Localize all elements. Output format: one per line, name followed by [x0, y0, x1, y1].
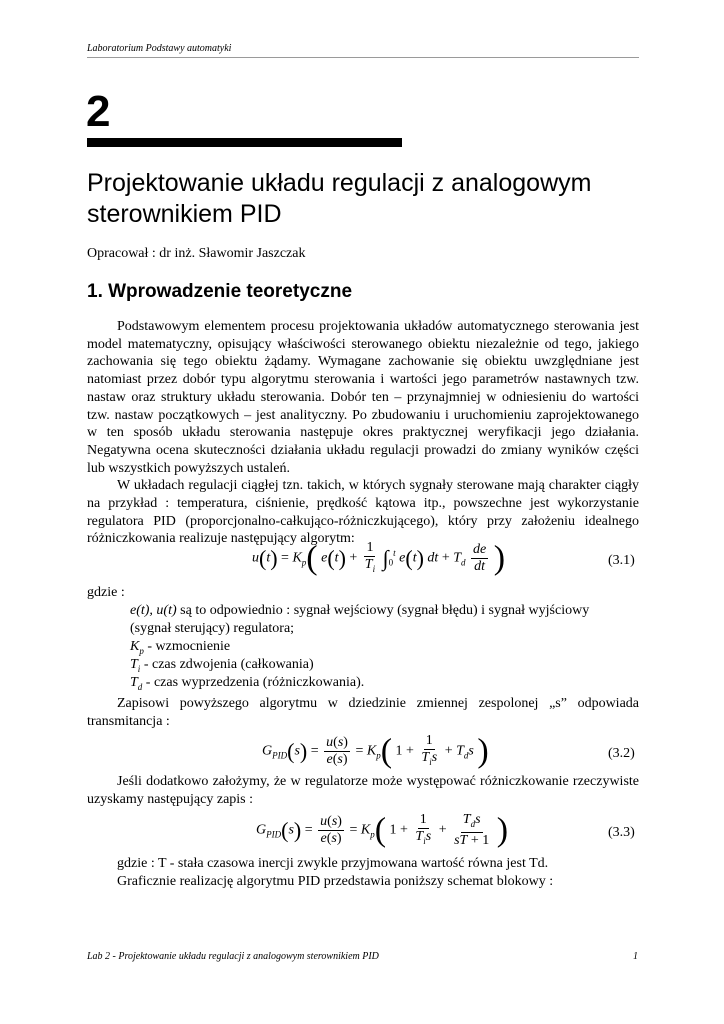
paragraph-3: Zapisowi powyższego algorytmu w dziedzinie zmiennej zespolonej „s” odpowiada transmitancja :	[87, 696, 639, 729]
block-diagram-intro: Graficznie realizację algorytmu PID przedstawia poniższy schemat blokowy :	[117, 874, 554, 889]
equation-number-3-3: (3.3)	[608, 825, 635, 840]
page-number: 1	[633, 951, 638, 962]
footer-title: Lab 2 - Projektowanie układu regulacji z analogowym sterownikiem PID	[87, 951, 379, 962]
where-label: gdzie :	[87, 585, 125, 600]
paragraph-1: Podstawowym elementem procesu projektowania układów automatycznego sterowania jest model matematyczny, opisujący właściwości sterowanego obiektu niezależnie od tego, jakiego zachowania się tego obiektu żądamy. Wymagane zachowanie się obiektu uwzględniane jest natomiast przez dobór typu algorytmu sterowania i wartości jego parametrów nastawnych tzw. nastaw oraz struktury układu sterowania. Dobór ten – przynajmniej w odniesieniu do wartości tzw. nastaw początkowych – jest analityczny. Po zbudowaniu i uruchomieniu zaprojektowanego w ten sposób układu sterowania następuje okres praktycznej weryfikacji jego działania. Negatywna ocena skuteczności działania układu regulacji prowadzi do zmiany wyników części lub wszystkich powyższych ustaleń.	[87, 319, 639, 476]
definition-ti-text: - czas zdwojenia (całkowania)	[140, 657, 314, 672]
chapter-title-line1: Projektowanie układu regulacji z analogowym	[87, 169, 592, 197]
chapter-title-line2: sterownikiem PID	[87, 200, 282, 228]
header-rule	[87, 57, 639, 58]
transmittance-intro	[87, 695, 639, 730]
chapter-bar	[87, 138, 402, 147]
equation-3-2: $G_{PID}(s)$ = $\frac{u(s)}{e(s)}$ = $K_p$( 1 + $\frac{1}{T_is}$ + $T_ds$ )	[262, 732, 489, 770]
equation-3-3: $G_{PID}(s)$ = $\frac{u(s)}{e(s)}$ = $K_p$( 1 + $\frac{1}{T_is}$ + $\frac{T_ds}{sT + 1}$ )	[256, 811, 509, 849]
real-derivative-intro	[87, 773, 639, 808]
intro-text	[87, 318, 639, 548]
definition-signals-cont: (sygnał sterujący) regulatora;	[130, 621, 295, 636]
definition-signals	[130, 603, 589, 619]
definition-signals-symbols: e(t), u(t)	[130, 603, 177, 618]
equation-number-3-2: (3.2)	[608, 746, 635, 761]
running-header: Laboratorium Podstawy automatyki	[87, 43, 232, 54]
definition-ti: $T_i$ - czas zdwojenia (całkowania)	[130, 657, 314, 674]
chapter-number: 2	[86, 87, 111, 136]
equation-number-3-1: (3.1)	[608, 553, 635, 568]
equation-3-1: $u(t) = K_p$( e(t) + $\frac{1}{T_i}$ $\int_0^t$ e(t) dt + $T_d$ $\frac{de}{dt}$ )	[252, 539, 506, 577]
where-T-line: gdzie : T - stała czasowa inercji zwykle przyjmowana wartość równa jest Td.	[117, 856, 549, 871]
definition-kp-text: - wzmocnienie	[143, 639, 231, 654]
definition-td-text: - czas wyprzedzenia (różniczkowania).	[142, 675, 365, 690]
paragraph-2: W układach regulacji ciągłej tzn. takich, w których sygnały sterowane mają charakter ciągły na przykład : temperatura, ciśnienie, prędkość kątowa itp., powszechne jest wykorzystanie regulatora PID (proporcjonalno-całkująco-różniczkującego), który przy założeniu idealnego różniczkowania realizuje następujący algorytm:	[87, 478, 639, 547]
section-heading: 1. Wprowadzenie teoretyczne	[87, 281, 353, 302]
author-line: Opracował : dr inż. Sławomir Jaszczak	[87, 246, 306, 261]
definition-signals-text: są to odpowiednio : sygnał wejściowy (sygnał błędu) i sygnał wyjściowy	[176, 603, 590, 618]
chapter-title	[87, 168, 647, 230]
paragraph-4: Jeśli dodatkowo założymy, że w regulatorze może występować różniczkowanie rzeczywiste uzyskamy następujący zapis :	[87, 774, 639, 807]
definition-kp: $K_p$ - wzmocnienie	[130, 639, 231, 656]
definition-td: $T_d$ - czas wyprzedzenia (różniczkowania).	[130, 675, 365, 692]
